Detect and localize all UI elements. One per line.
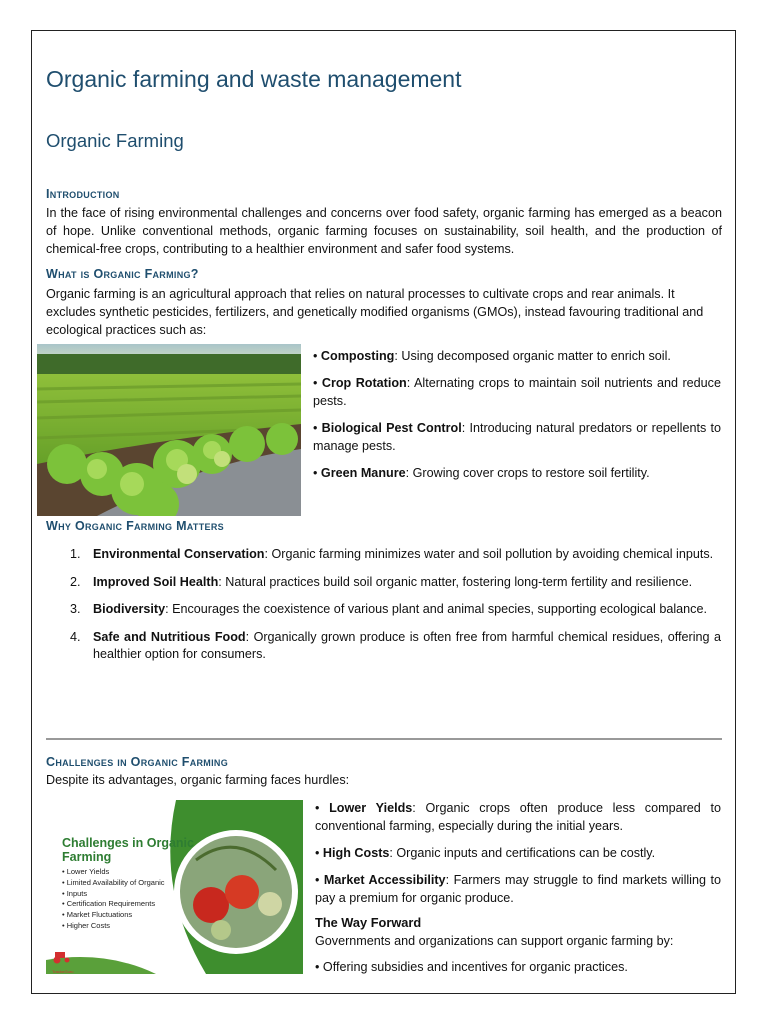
- challenges-text: Despite its advantages, organic farming faces hurdles:: [46, 773, 350, 787]
- way-forward-heading: The Way Forward: [315, 915, 422, 930]
- list-item: 4. Safe and Nutritious Food: Organically grown produce is often free from harmful chemical residues, offering a healthier option for consumers.: [70, 629, 721, 661]
- way-forward-text: Governments and organizations can support organic farming by:: [315, 934, 674, 948]
- list-item: • Biological Pest Control: Introducing natural predators or repellents to manage pests.: [313, 421, 721, 453]
- challenges-heading: Challenges in Organic Farming: [46, 755, 229, 769]
- list-item: • Offering subsidies and incentives for organic practices.: [315, 960, 628, 974]
- tractor-logo: TractorGuru: [52, 950, 73, 974]
- intro-text: In the face of rising environmental challenges and concerns over food safety, organic farming has emerged as a beacon of hope. Unlike conventional methods, organic farming focuses on sustainability, soil health, and the production of chemical-free crops, contributing to a healthier environment and safer food systems.: [46, 206, 722, 256]
- reasons-list: [47, 546, 721, 674]
- list-item: • Composting: Using decomposed organic matter to enrich soil.: [313, 349, 671, 363]
- challenges-infographic-image: [46, 800, 303, 974]
- farm-field-image: [37, 344, 301, 516]
- section-divider: [46, 738, 722, 740]
- what-is-text: Organic farming is an agricultural approach that relies on natural processes to cultivate crops and rear animals. It excludes synthetic pesticides, fertilizers, and genetically modified organisms (GMOs), instead favouring traditional and ecological practices such as:: [46, 287, 704, 337]
- practices-list: [313, 347, 721, 482]
- intro-heading: Introduction: [46, 187, 120, 201]
- list-item: 2. Improved Soil Health: Natural practices build soil organic matter, fostering long-term fertility and resilience.: [70, 574, 693, 589]
- list-item: 3. Biodiversity: Encourages the coexistence of various plant and animal species, supporting ecological balance.: [70, 602, 707, 616]
- section-title: Organic Farming: [46, 130, 184, 151]
- list-item: • Green Manure: Growing cover crops to restore soil fertility.: [313, 466, 650, 480]
- why-matters-heading: Why Organic Farming Matters: [46, 519, 224, 533]
- list-item: • Crop Rotation: Alternating crops to maintain soil nutrients and reduce pests.: [313, 376, 721, 408]
- document-title: Organic farming and waste management: [46, 66, 462, 92]
- what-is-heading: What is Organic Farming?: [46, 267, 199, 281]
- infographic-list: • Lower Yields • Limited Availability of Organic • Inputs • Certification Requirements • Market Fluctuations • Higher Costs: [62, 867, 165, 930]
- list-item: • High Costs: Organic inputs and certifications can be costly.: [315, 846, 656, 860]
- list-item: 1. Environmental Conservation: Organic farming minimizes water and soil pollution by avoiding chemical inputs.: [70, 547, 714, 561]
- infographic-title-line2: Farming: [62, 850, 112, 864]
- challenges-list: [315, 799, 721, 976]
- infographic-title-line1: Challenges in Organic: [62, 836, 194, 850]
- list-item: • Market Accessibility: Farmers may struggle to find markets willing to pay a premium for organic produce.: [315, 873, 721, 905]
- list-item: • Lower Yields: Organic crops often produce less compared to conventional farming, especially during the initial years.: [315, 801, 721, 833]
